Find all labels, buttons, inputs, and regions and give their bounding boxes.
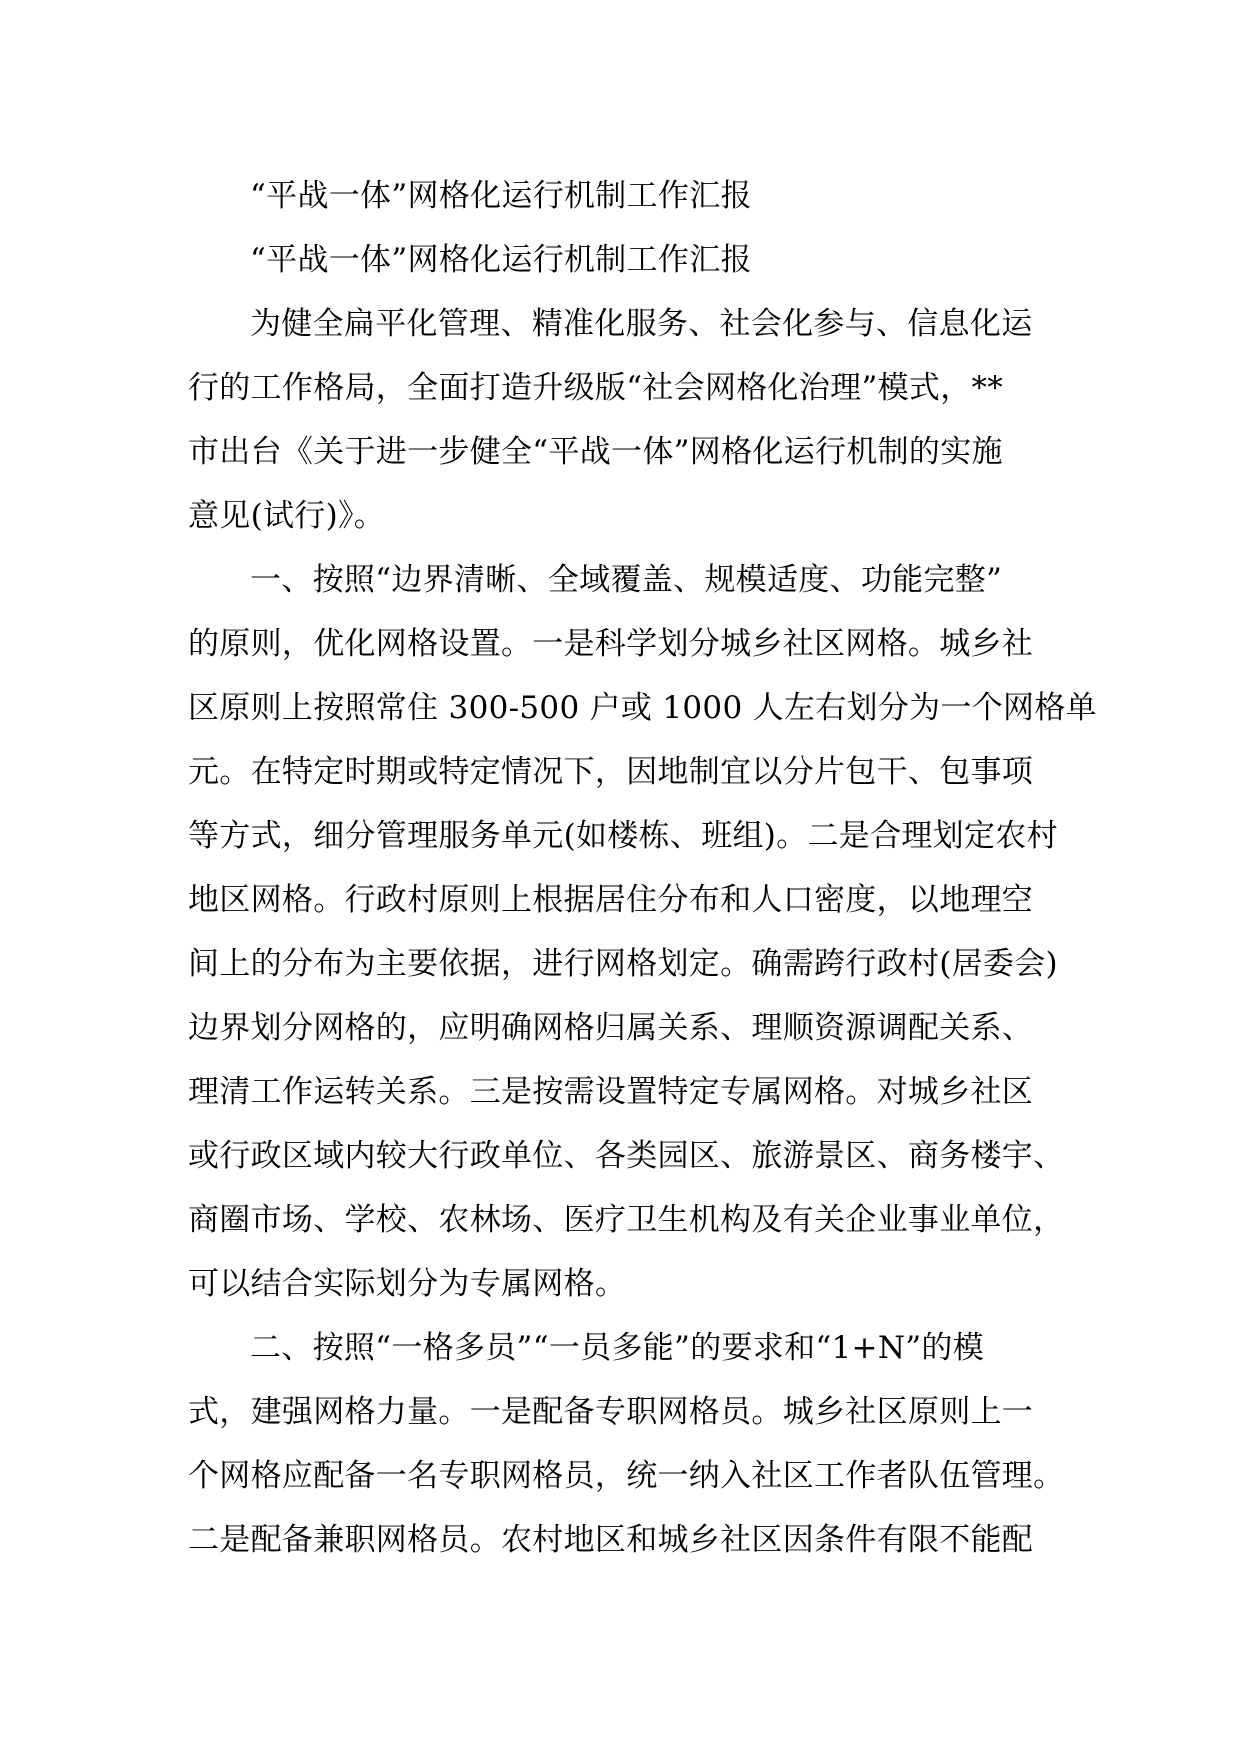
intro-line: 为健全扁平化管理、精准化服务、社会化参与、信息化运 <box>250 306 1033 342</box>
section-one-line: 商圈市场、学校、农林场、医疗卫生机构及有关企业事业单位， <box>188 1202 1065 1238</box>
section-one-line: 或行政区域内较大行政单位、各类园区、旅游景区、商务楼宇、 <box>188 1138 1065 1174</box>
section-one-line: 的原则，优化网格设置。一是科学划分城乡社区网格。城乡社 <box>188 626 1034 662</box>
section-two-line: 个网格应配备一名专职网格员，统一纳入社区工作者队伍管理。 <box>188 1458 1065 1494</box>
section-one-line: 一、按照“边界清晰、全域覆盖、规模适度、功能完整” <box>250 562 1003 598</box>
section-one-line: 理清工作运转关系。三是按需设置特定专属网格。对城乡社区 <box>188 1074 1034 1110</box>
section-one-line: 地区网格。行政村原则上根据居住分布和人口密度，以地理空 <box>188 882 1034 918</box>
intro-line: 意见(试行)》。 <box>188 498 386 534</box>
section-one-line: 等方式，细分管理服务单元(如楼栋、班组)。二是合理划定农村 <box>188 818 1058 854</box>
section-two-line: 式，建强网格力量。一是配备专职网格员。城乡社区原则上一 <box>188 1394 1034 1430</box>
section-two-line: 二、按照“一格多员”“一员多能”的要求和“1+N”的模 <box>250 1330 985 1366</box>
section-one-line: 元。在特定时期或特定情况下，因地制宜以分片包干、包事项 <box>188 754 1034 790</box>
intro-line: 市出台《关于进一步健全“平战一体”网格化运行机制的实施 <box>188 434 1003 470</box>
section-two-line: 二是配备兼职网格员。农村地区和城乡社区因条件有限不能配 <box>188 1522 1034 1558</box>
section-one-line: 边界划分网格的，应明确网格归属关系、理顺资源调配关系、 <box>188 1010 1034 1046</box>
document-subtitle: “平战一体”网格化运行机制工作汇报 <box>250 242 752 278</box>
intro-line: 行的工作格局，全面打造升级版“社会网格化治理”模式，** <box>188 370 1004 406</box>
section-one-line: 区原则上按照常住 300-500 户或 1000 人左右划分为一个网格单 <box>188 690 1097 726</box>
section-one-line: 可以结合实际划分为专属网格。 <box>188 1266 627 1302</box>
section-one-line: 间上的分布为主要依据，进行网格划定。确需跨行政村(居委会) <box>188 946 1058 982</box>
document-title: “平战一体”网格化运行机制工作汇报 <box>250 178 752 214</box>
